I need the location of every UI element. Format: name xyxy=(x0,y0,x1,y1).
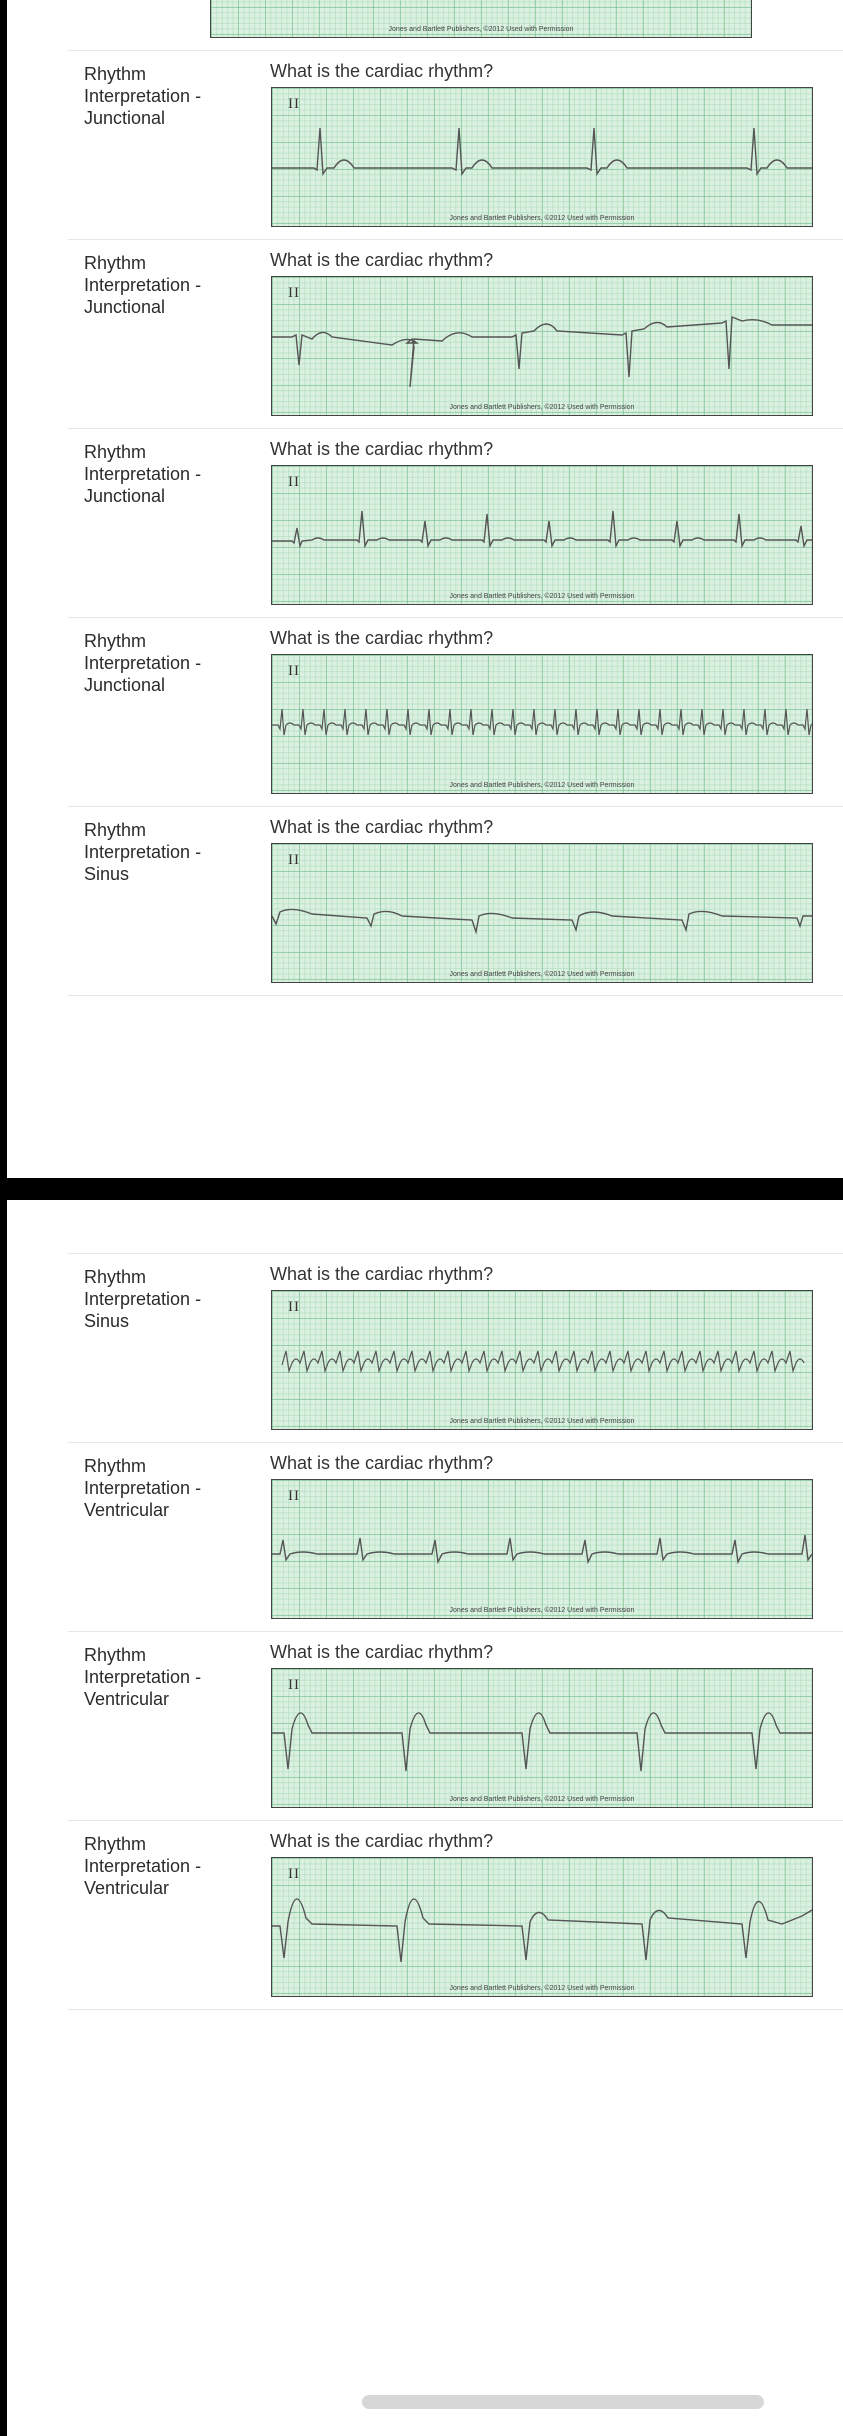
lead-label: II xyxy=(288,1488,300,1504)
card-term: Rhythm Interpretation - Ventricular xyxy=(84,1456,202,1520)
flashcard-row[interactable] xyxy=(68,807,843,996)
ecg-strip-image xyxy=(271,87,813,227)
lead-label: II xyxy=(288,852,300,868)
card-question: What is the cardiac rhythm? xyxy=(270,439,494,459)
flashcard-row[interactable] xyxy=(68,1821,843,2010)
lead-label: II xyxy=(288,1866,300,1882)
ecg-strip-partial xyxy=(210,0,752,38)
strip-credit: Jones and Bartlett Publishers, ©2012 Used with Permission xyxy=(449,215,635,222)
flashcard-row[interactable] xyxy=(68,240,843,429)
card-question: What is the cardiac rhythm? xyxy=(270,628,494,648)
card-term: Rhythm Interpretation - Sinus xyxy=(84,820,202,884)
strip-credit: Jones and Bartlett Publishers, ©2012 Used with Permission xyxy=(388,26,574,33)
ecg-strip-image xyxy=(271,843,813,983)
card-question: What is the cardiac rhythm? xyxy=(270,61,494,81)
ecg-strip-image xyxy=(271,465,813,605)
ecg-trace xyxy=(272,88,812,226)
strip-credit: Jones and Bartlett Publishers, ©2012 Used with Permission xyxy=(449,593,635,600)
card-question: What is the cardiac rhythm? xyxy=(270,817,494,837)
lead-label: II xyxy=(288,1677,300,1693)
card-term: Rhythm Interpretation - Junctional xyxy=(84,253,202,317)
flashcard-list-panel-bottom xyxy=(7,1200,843,2436)
ecg-trace xyxy=(272,1291,812,1429)
strip-credit: Jones and Bartlett Publishers, ©2012 Used with Permission xyxy=(449,1985,635,1992)
strip-credit: Jones and Bartlett Publishers, ©2012 Used with Permission xyxy=(449,1418,635,1425)
card-term: Rhythm Interpretation - Junctional xyxy=(84,631,202,695)
flashcard-row[interactable] xyxy=(68,1254,843,1443)
card-question: What is the cardiac rhythm? xyxy=(270,1264,494,1284)
lead-label: II xyxy=(288,285,300,301)
ecg-trace xyxy=(272,655,812,793)
ecg-trace xyxy=(272,844,812,982)
strip-credit: Jones and Bartlett Publishers, ©2012 Used with Permission xyxy=(449,782,635,789)
card-term: Rhythm Interpretation - Junctional xyxy=(84,442,202,506)
lead-label: II xyxy=(288,96,300,112)
horizontal-scrollbar[interactable] xyxy=(362,2395,764,2409)
strip-credit: Jones and Bartlett Publishers, ©2012 Used with Permission xyxy=(449,971,635,978)
ecg-strip-image xyxy=(271,1857,813,1997)
card-question: What is the cardiac rhythm? xyxy=(270,1453,494,1473)
lead-label: II xyxy=(288,663,300,679)
flashcard-row[interactable] xyxy=(68,429,843,618)
lead-label: II xyxy=(288,474,300,490)
ecg-trace xyxy=(272,1669,812,1807)
lead-label: II xyxy=(288,1299,300,1315)
flashcard-row[interactable] xyxy=(68,51,843,240)
ecg-strip-image xyxy=(271,1479,813,1619)
ecg-trace xyxy=(272,1858,812,1996)
card-term: Rhythm Interpretation - Ventricular xyxy=(84,1645,202,1709)
flashcard-row[interactable] xyxy=(68,1632,843,1821)
strip-credit: Jones and Bartlett Publishers, ©2012 Used with Permission xyxy=(449,404,635,411)
ecg-strip-image xyxy=(271,276,813,416)
card-term: Rhythm Interpretation - Junctional xyxy=(84,64,202,128)
card-term: Rhythm Interpretation - Sinus xyxy=(84,1267,202,1331)
card-term: Rhythm Interpretation - Ventricular xyxy=(84,1834,202,1898)
ecg-strip-image xyxy=(271,1290,813,1430)
ecg-strip-image xyxy=(271,654,813,794)
card-question: What is the cardiac rhythm? xyxy=(270,250,494,270)
ecg-trace xyxy=(272,466,812,604)
flashcard-list-panel-top xyxy=(7,0,843,1178)
card-question: What is the cardiac rhythm? xyxy=(270,1831,494,1851)
ecg-strip-image xyxy=(271,1668,813,1808)
ecg-trace xyxy=(272,277,812,415)
flashcard-row[interactable] xyxy=(68,618,843,807)
card-question: What is the cardiac rhythm? xyxy=(270,1642,494,1662)
ecg-trace xyxy=(272,1480,812,1618)
flashcard-row[interactable] xyxy=(68,1443,843,1632)
strip-credit: Jones and Bartlett Publishers, ©2012 Used with Permission xyxy=(449,1607,635,1614)
strip-credit: Jones and Bartlett Publishers, ©2012 Used with Permission xyxy=(449,1796,635,1803)
